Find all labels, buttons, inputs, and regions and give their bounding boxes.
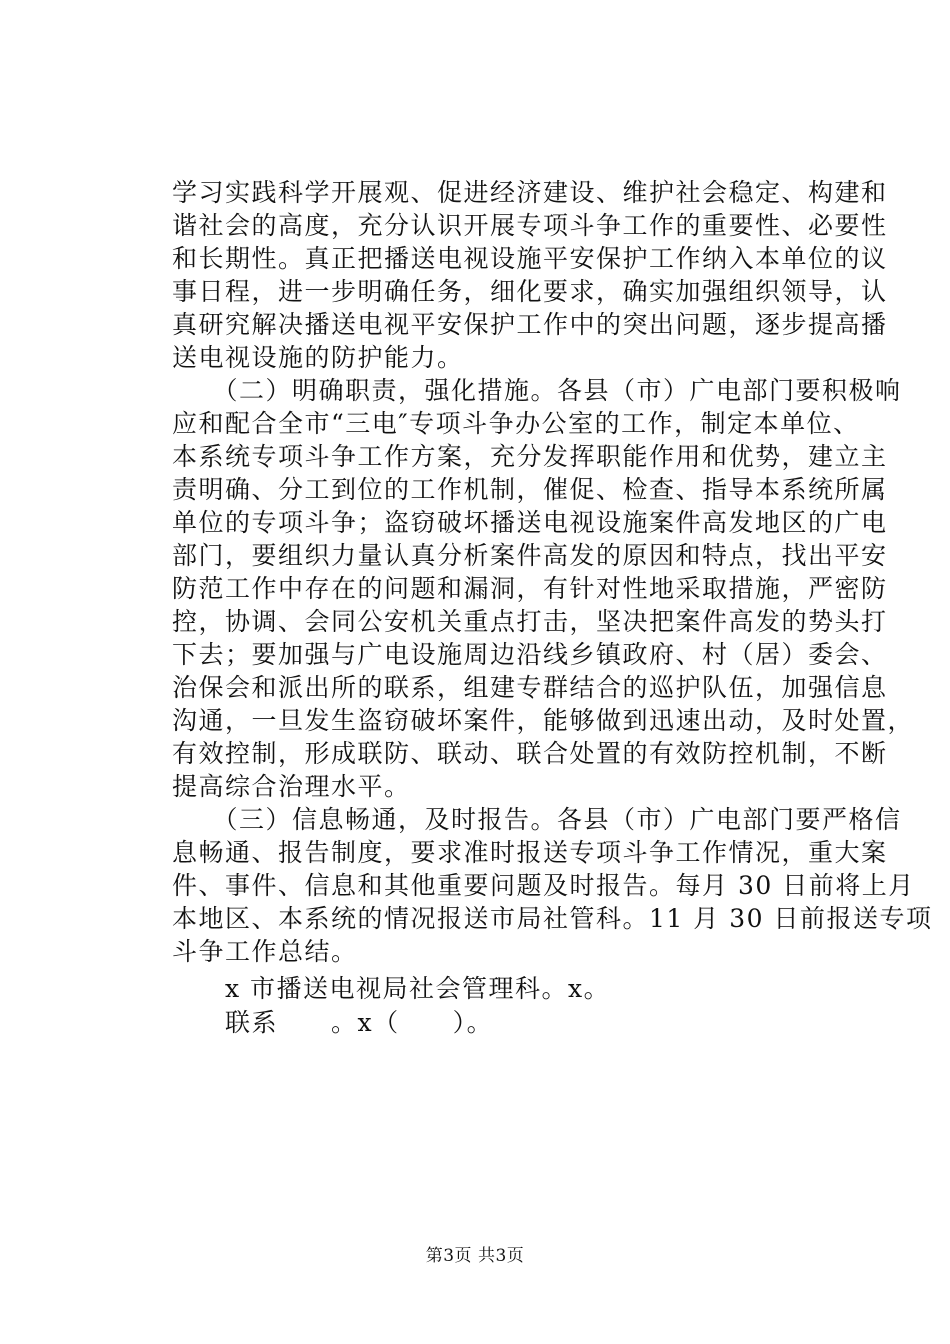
- text-line: 联系 。x（ ）。: [172, 1008, 494, 1037]
- text-line: 息畅通、报告制度，要求准时报送专项斗争工作情况，重大案: [172, 838, 888, 867]
- text-line: 应和配合全市“三电″专项斗争办公室的工作，制定本单位、: [172, 409, 860, 438]
- text-line: 本地区、本系统的情况报送市局社管科。11 月 30 日前报送专项: [172, 904, 933, 933]
- text-line: 责明确、分工到位的工作机制，催促、检查、指导本系统所属: [172, 475, 888, 504]
- text-line: 沟通，一旦发生盗窃破坏案件，能够做到迅速出动，及时处置，: [172, 706, 915, 735]
- text-line: 谐社会的高度，充分认识开展专项斗争工作的重要性、必要性: [172, 211, 888, 240]
- text-line: 控，协调、会同公安机关重点打击，坚决把案件高发的势头打: [172, 607, 888, 636]
- text-line: 提高综合治理水平。: [172, 772, 411, 801]
- text-line: 防范工作中存在的问题和漏洞，有针对性地采取措施，严密防: [172, 574, 888, 603]
- text-line: 送电视设施的防护能力。: [172, 343, 464, 372]
- text-line: （三）信息畅通，及时报告。各县（市）广电部门要严格信: [172, 805, 902, 834]
- text-line: 和长期性。真正把播送电视设施平安保护工作纳入本单位的议: [172, 244, 888, 273]
- text-line: 斗争工作总结。: [172, 937, 358, 966]
- text-line: 件、事件、信息和其他重要问题及时报告。每月 30 日前将上月: [172, 871, 915, 900]
- text-line: 有效控制，形成联防、联动、联合处置的有效防控机制，不断: [172, 739, 888, 768]
- text-line: 治保会和派出所的联系，组建专群结合的巡护队伍，加强信息: [172, 673, 888, 702]
- text-line: x 市播送电视局社会管理科。x。: [172, 974, 611, 1003]
- text-line: 学习实践科学开展观、促进经济建设、维护社会稳定、构建和: [172, 178, 888, 207]
- text-line: 部门，要组织力量认真分析案件高发的原因和特点，找出平安: [172, 541, 888, 570]
- text-line: 本系统专项斗争工作方案，充分发挥职能作用和优势，建立主: [172, 442, 888, 471]
- text-line: 事日程，进一步明确任务，细化要求，确实加强组织领导，认: [172, 277, 888, 306]
- text-line: 下去；要加强与广电设施周边沿线乡镇政府、村（居）委会、: [172, 640, 888, 669]
- text-line: （二）明确职责，强化措施。各县（市）广电部门要积极响: [172, 376, 902, 405]
- page-footer: 第3页 共3页: [425, 1246, 525, 1266]
- text-line: 单位的专项斗争；盗窃破坏播送电视设施案件高发地区的广电: [172, 508, 888, 537]
- text-line: 真研究解决播送电视平安保护工作中的突出问题，逐步提高播: [172, 310, 888, 339]
